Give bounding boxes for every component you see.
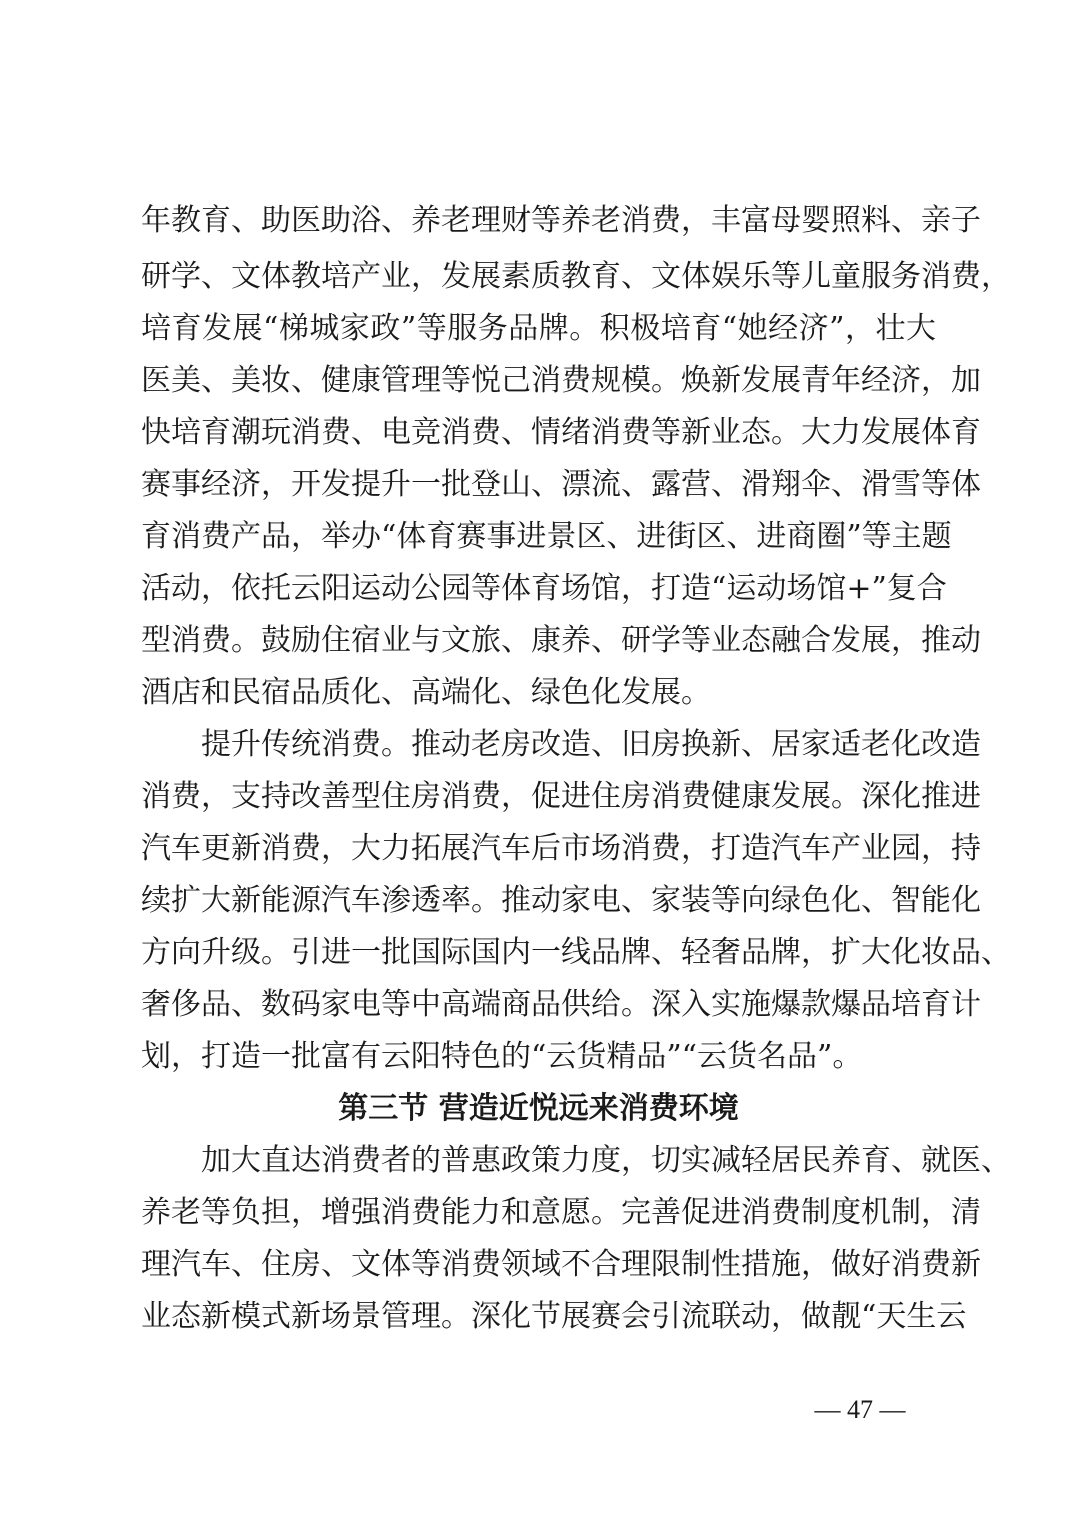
text-line: 划，打造一批富有云阳特色的“云货精品”“云货名品”。 [141, 1039, 863, 1074]
text-line: 快培育潮玩消费、电竞消费、情绪消费等新业态。大力发展体育 [141, 415, 981, 450]
text-line: 育消费产品，举办“体育赛事进景区、进街区、进商圈”等主题 [141, 519, 952, 554]
page-number: — 47 — [814, 1395, 906, 1424]
section-heading: 第三节 营造近悦远来消费环境 [338, 1091, 739, 1126]
text-line: 奢侈品、数码家电等中高端商品供给。深入实施爆款爆品培育计 [141, 987, 981, 1022]
text-line: 赛事经济，开发提升一批登山、漂流、露营、滑翔伞、滑雪等体 [141, 467, 981, 502]
text-line: 消费，支持改善型住房消费，促进住房消费健康发展。深化推进 [141, 779, 981, 814]
text-line: 酒店和民宿品质化、高端化、绿色化发展。 [141, 675, 711, 710]
text-line: 汽车更新消费，大力拓展汽车后市场消费，打造汽车产业园，持 [141, 831, 981, 866]
text-line: 业态新模式新场景管理。深化节展赛会引流联动，做靓“天生云 [141, 1299, 967, 1334]
text-line: 研学、文体教培产业，发展素质教育、文体娱乐等儿童服务消费， [141, 259, 1011, 294]
text-line: 医美、美妆、健康管理等悦己消费规模。焕新发展青年经济，加 [141, 363, 981, 398]
text-line: 续扩大新能源汽车渗透率。推动家电、家装等向绿色化、智能化 [141, 883, 981, 918]
text-line: 年教育、助医助浴、养老理财等养老消费，丰富母婴照料、亲子 [141, 203, 981, 238]
text-line: 培育发展“梯城家政”等服务品牌。积极培育“她经济”，壮大 [141, 311, 936, 346]
text-line: 活动，依托云阳运动公园等体育场馆，打造“运动场馆+”复合 [141, 571, 947, 606]
text-line: 理汽车、住房、文体等消费领域不合理限制性措施，做好消费新 [141, 1247, 981, 1282]
text-line: 养老等负担，增强消费能力和意愿。完善促进消费制度机制，清 [141, 1195, 981, 1230]
text-line: 方向升级。引进一批国际国内一线品牌、轻奢品牌，扩大化妆品、 [141, 935, 1011, 970]
text-line: 型消费。鼓励住宿业与文旅、康养、研学等业态融合发展，推动 [141, 623, 981, 658]
text-line: 提升传统消费。推动老房改造、旧房换新、居家适老化改造 [201, 727, 981, 762]
text-line: 加大直达消费者的普惠政策力度，切实减轻居民养育、就医、 [201, 1143, 1011, 1178]
